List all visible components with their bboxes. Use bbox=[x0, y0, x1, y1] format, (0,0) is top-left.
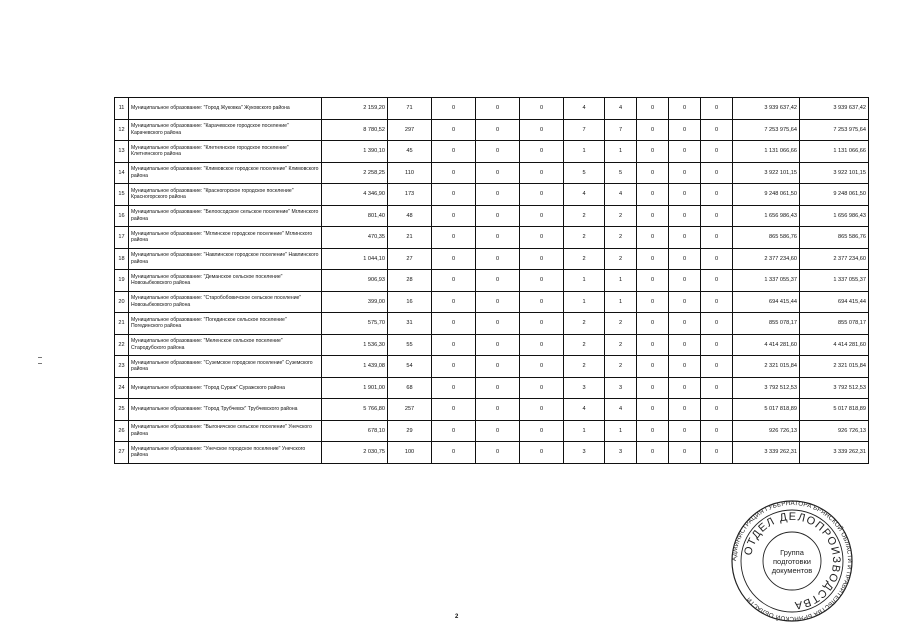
table-row bbox=[115, 356, 869, 378]
area-cell: 470,35 bbox=[322, 227, 388, 249]
area-cell: 575,70 bbox=[322, 313, 388, 335]
sum-cell: 1 656 986,43 bbox=[800, 205, 869, 227]
value-cell: 0 bbox=[432, 313, 476, 335]
municipality-name-cell: Муниципальное образование: "Город Сураж" Суражского района bbox=[129, 377, 322, 399]
row-number-cell: 17 bbox=[115, 227, 129, 249]
table-row bbox=[115, 334, 869, 356]
value-cell: 4 bbox=[605, 184, 637, 206]
value-cell: 0 bbox=[520, 334, 564, 356]
area-cell: 1 390,10 bbox=[322, 141, 388, 163]
municipality-name-cell: Муниципальное образование: "Белоосодское сельское поселение" Мглинского района bbox=[129, 205, 322, 227]
row-number-cell: 21 bbox=[115, 313, 129, 335]
count-cell: 31 bbox=[388, 313, 432, 335]
table-row bbox=[115, 248, 869, 270]
municipality-name-cell: Муниципальное образование: "Навлинское городское поселение" Навлинского района bbox=[129, 248, 322, 270]
value-cell: 1 bbox=[605, 420, 637, 442]
area-cell: 1 901,00 bbox=[322, 377, 388, 399]
row-number-cell: 23 bbox=[115, 356, 129, 378]
sum-cell: 3 939 637,42 bbox=[800, 98, 869, 120]
value-cell: 0 bbox=[476, 184, 520, 206]
value-cell: 0 bbox=[701, 442, 733, 464]
page-number: 2 bbox=[455, 614, 459, 620]
value-cell: 0 bbox=[520, 98, 564, 120]
value-cell: 0 bbox=[637, 227, 669, 249]
value-cell: 0 bbox=[701, 119, 733, 141]
sum-cell: 4 414 281,60 bbox=[733, 334, 800, 356]
value-cell: 0 bbox=[637, 248, 669, 270]
value-cell: 3 bbox=[605, 377, 637, 399]
count-cell: 173 bbox=[388, 184, 432, 206]
value-cell: 0 bbox=[432, 399, 476, 421]
value-cell: 0 bbox=[476, 420, 520, 442]
value-cell: 0 bbox=[701, 377, 733, 399]
sum-cell: 5 017 818,89 bbox=[733, 399, 800, 421]
stamp-center-line: документов bbox=[771, 566, 813, 575]
sum-cell: 7 253 975,64 bbox=[800, 119, 869, 141]
row-number-cell: 19 bbox=[115, 270, 129, 292]
value-cell: 0 bbox=[701, 227, 733, 249]
sum-cell: 9 248 061,50 bbox=[800, 184, 869, 206]
value-cell: 1 bbox=[605, 141, 637, 163]
sum-cell: 3 339 262,31 bbox=[733, 442, 800, 464]
sum-cell: 694 415,44 bbox=[800, 291, 869, 313]
value-cell: 1 bbox=[605, 270, 637, 292]
sum-cell: 1 656 986,43 bbox=[733, 205, 800, 227]
sum-cell: 9 248 061,50 bbox=[733, 184, 800, 206]
value-cell: 0 bbox=[432, 270, 476, 292]
value-cell: 0 bbox=[637, 313, 669, 335]
value-cell: 0 bbox=[637, 141, 669, 163]
value-cell: 2 bbox=[564, 313, 605, 335]
stamp-center-line: подготовки bbox=[773, 557, 811, 566]
value-cell: 2 bbox=[564, 334, 605, 356]
value-cell: 0 bbox=[476, 141, 520, 163]
count-cell: 55 bbox=[388, 334, 432, 356]
municipality-name-cell: Муниципальное образование: "Погединское сельское поселение" Погединского района bbox=[129, 313, 322, 335]
value-cell: 0 bbox=[476, 442, 520, 464]
sum-cell: 865 586,76 bbox=[733, 227, 800, 249]
value-cell: 0 bbox=[669, 119, 701, 141]
sum-cell: 3 922 101,15 bbox=[800, 162, 869, 184]
value-cell: 0 bbox=[520, 141, 564, 163]
value-cell: 0 bbox=[701, 270, 733, 292]
value-cell: 5 bbox=[605, 162, 637, 184]
count-cell: 45 bbox=[388, 141, 432, 163]
value-cell: 0 bbox=[432, 377, 476, 399]
sum-cell: 855 078,17 bbox=[733, 313, 800, 335]
value-cell: 0 bbox=[520, 377, 564, 399]
value-cell: 0 bbox=[669, 270, 701, 292]
value-cell: 0 bbox=[520, 162, 564, 184]
sum-cell: 694 415,44 bbox=[733, 291, 800, 313]
value-cell: 0 bbox=[476, 356, 520, 378]
row-number-cell: 11 bbox=[115, 98, 129, 120]
value-cell: 0 bbox=[476, 119, 520, 141]
table-body bbox=[115, 98, 869, 464]
count-cell: 28 bbox=[388, 270, 432, 292]
table-row bbox=[115, 162, 869, 184]
area-cell: 399,00 bbox=[322, 291, 388, 313]
table-row bbox=[115, 420, 869, 442]
value-cell: 0 bbox=[669, 442, 701, 464]
value-cell: 2 bbox=[605, 356, 637, 378]
value-cell: 0 bbox=[701, 162, 733, 184]
value-cell: 0 bbox=[520, 184, 564, 206]
value-cell: 0 bbox=[520, 119, 564, 141]
count-cell: 29 bbox=[388, 420, 432, 442]
municipality-name-cell: Муниципальное образование: "Мглинское городское поселение" Мглинского района bbox=[129, 227, 322, 249]
value-cell: 0 bbox=[432, 334, 476, 356]
value-cell: 0 bbox=[637, 291, 669, 313]
margin-mark bbox=[38, 363, 42, 364]
table-row bbox=[115, 227, 869, 249]
value-cell: 0 bbox=[669, 334, 701, 356]
value-cell: 0 bbox=[476, 399, 520, 421]
value-cell: 2 bbox=[564, 227, 605, 249]
sum-cell: 3 339 262,31 bbox=[800, 442, 869, 464]
value-cell: 3 bbox=[605, 442, 637, 464]
table-row bbox=[115, 98, 869, 120]
value-cell: 2 bbox=[605, 248, 637, 270]
municipality-name-cell: Муниципальное образование: "Карачевское городское поселение" Карачевского района bbox=[129, 119, 322, 141]
value-cell: 0 bbox=[637, 420, 669, 442]
sum-cell: 926 726,13 bbox=[733, 420, 800, 442]
value-cell: 0 bbox=[520, 227, 564, 249]
value-cell: 5 bbox=[564, 162, 605, 184]
sum-cell: 3 792 512,53 bbox=[800, 377, 869, 399]
municipality-name-cell: Муниципальное образование: "Унечское городское поселение" Унечского района bbox=[129, 442, 322, 464]
value-cell: 0 bbox=[520, 420, 564, 442]
sum-cell: 5 017 818,89 bbox=[800, 399, 869, 421]
table-row bbox=[115, 377, 869, 399]
value-cell: 0 bbox=[669, 205, 701, 227]
row-number-cell: 24 bbox=[115, 377, 129, 399]
area-cell: 678,10 bbox=[322, 420, 388, 442]
value-cell: 0 bbox=[432, 291, 476, 313]
area-cell: 2 030,75 bbox=[322, 442, 388, 464]
value-cell: 0 bbox=[701, 291, 733, 313]
value-cell: 2 bbox=[564, 248, 605, 270]
value-cell: 0 bbox=[476, 227, 520, 249]
count-cell: 71 bbox=[388, 98, 432, 120]
value-cell: 1 bbox=[564, 270, 605, 292]
table-row bbox=[115, 399, 869, 421]
table-row bbox=[115, 141, 869, 163]
value-cell: 0 bbox=[520, 442, 564, 464]
value-cell: 0 bbox=[637, 205, 669, 227]
municipality-name-cell: Муниципальное образование: "Меленское сельское поселение" Стародубского района bbox=[129, 334, 322, 356]
area-cell: 5 766,80 bbox=[322, 399, 388, 421]
municipality-name-cell: Муниципальное образование: "Климовское городское поселение" Климовского района bbox=[129, 162, 322, 184]
value-cell: 4 bbox=[564, 98, 605, 120]
count-cell: 68 bbox=[388, 377, 432, 399]
row-number-cell: 12 bbox=[115, 119, 129, 141]
value-cell: 0 bbox=[476, 270, 520, 292]
value-cell: 0 bbox=[669, 227, 701, 249]
official-stamp bbox=[722, 500, 862, 622]
data-table bbox=[114, 97, 869, 464]
municipality-name-cell: Муниципальное образование: "Красногорское городское поселение" Красногорского района bbox=[129, 184, 322, 206]
value-cell: 0 bbox=[432, 248, 476, 270]
count-cell: 257 bbox=[388, 399, 432, 421]
count-cell: 100 bbox=[388, 442, 432, 464]
area-cell: 1 044,10 bbox=[322, 248, 388, 270]
row-number-cell: 14 bbox=[115, 162, 129, 184]
count-cell: 27 bbox=[388, 248, 432, 270]
value-cell: 0 bbox=[637, 162, 669, 184]
municipality-name-cell: Муниципальное образование: "Город Трубчевск" Трубчевского района bbox=[129, 399, 322, 421]
municipality-name-cell: Муниципальное образование: "Деманское сельское поселение" Новозыбковского района bbox=[129, 270, 322, 292]
value-cell: 0 bbox=[637, 377, 669, 399]
row-number-cell: 25 bbox=[115, 399, 129, 421]
row-number-cell: 26 bbox=[115, 420, 129, 442]
area-cell: 4 346,90 bbox=[322, 184, 388, 206]
sum-cell: 3 939 637,42 bbox=[733, 98, 800, 120]
value-cell: 3 bbox=[564, 442, 605, 464]
value-cell: 0 bbox=[520, 291, 564, 313]
row-number-cell: 18 bbox=[115, 248, 129, 270]
area-cell: 1 439,08 bbox=[322, 356, 388, 378]
table-row bbox=[115, 270, 869, 292]
value-cell: 0 bbox=[520, 248, 564, 270]
value-cell: 0 bbox=[637, 184, 669, 206]
value-cell: 0 bbox=[432, 141, 476, 163]
value-cell: 0 bbox=[669, 184, 701, 206]
row-number-cell: 16 bbox=[115, 205, 129, 227]
value-cell: 0 bbox=[520, 399, 564, 421]
sum-cell: 2 377 234,60 bbox=[800, 248, 869, 270]
value-cell: 0 bbox=[701, 141, 733, 163]
sum-cell: 2 321 015,84 bbox=[733, 356, 800, 378]
value-cell: 4 bbox=[605, 399, 637, 421]
value-cell: 4 bbox=[564, 184, 605, 206]
sum-cell: 1 131 066,66 bbox=[800, 141, 869, 163]
table-row bbox=[115, 184, 869, 206]
row-number-cell: 13 bbox=[115, 141, 129, 163]
table-row bbox=[115, 119, 869, 141]
count-cell: 110 bbox=[388, 162, 432, 184]
sum-cell: 865 586,76 bbox=[800, 227, 869, 249]
sum-cell: 1 337 055,37 bbox=[800, 270, 869, 292]
municipality-name-cell: Муниципальное образование: "Суземское городское поселение" Суземского района bbox=[129, 356, 322, 378]
area-cell: 906,93 bbox=[322, 270, 388, 292]
value-cell: 0 bbox=[432, 162, 476, 184]
value-cell: 2 bbox=[605, 205, 637, 227]
table-row bbox=[115, 442, 869, 464]
value-cell: 0 bbox=[637, 442, 669, 464]
value-cell: 0 bbox=[476, 291, 520, 313]
value-cell: 2 bbox=[605, 334, 637, 356]
value-cell: 0 bbox=[432, 98, 476, 120]
value-cell: 0 bbox=[637, 270, 669, 292]
value-cell: 0 bbox=[701, 205, 733, 227]
value-cell: 0 bbox=[701, 184, 733, 206]
value-cell: 1 bbox=[564, 141, 605, 163]
value-cell: 0 bbox=[669, 98, 701, 120]
value-cell: 0 bbox=[701, 356, 733, 378]
value-cell: 7 bbox=[564, 119, 605, 141]
value-cell: 0 bbox=[669, 313, 701, 335]
sum-cell: 2 321 015,84 bbox=[800, 356, 869, 378]
value-cell: 0 bbox=[520, 270, 564, 292]
municipality-name-cell: Муниципальное образование: "Выгоничское сельское поселение" Унечского района bbox=[129, 420, 322, 442]
value-cell: 0 bbox=[520, 356, 564, 378]
value-cell: 2 bbox=[605, 227, 637, 249]
value-cell: 0 bbox=[669, 420, 701, 442]
value-cell: 0 bbox=[432, 205, 476, 227]
value-cell: 0 bbox=[637, 98, 669, 120]
area-cell: 1 536,30 bbox=[322, 334, 388, 356]
value-cell: 0 bbox=[476, 313, 520, 335]
value-cell: 0 bbox=[476, 334, 520, 356]
value-cell: 0 bbox=[637, 399, 669, 421]
area-cell: 8 780,52 bbox=[322, 119, 388, 141]
sum-cell: 926 726,13 bbox=[800, 420, 869, 442]
municipality-name-cell: Муниципальное образование: "Город Жуковка" Жуковского района bbox=[129, 98, 322, 120]
value-cell: 0 bbox=[669, 248, 701, 270]
sum-cell: 7 253 975,64 bbox=[733, 119, 800, 141]
value-cell: 0 bbox=[701, 98, 733, 120]
sum-cell: 1 337 055,37 bbox=[733, 270, 800, 292]
value-cell: 0 bbox=[476, 205, 520, 227]
value-cell: 1 bbox=[564, 420, 605, 442]
margin-mark bbox=[38, 357, 42, 358]
municipality-name-cell: Муниципальное образование: "Старобобовичское сельское поселение" Новозыбковского района bbox=[129, 291, 322, 313]
value-cell: 0 bbox=[476, 162, 520, 184]
value-cell: 0 bbox=[432, 356, 476, 378]
value-cell: 0 bbox=[701, 399, 733, 421]
value-cell: 0 bbox=[520, 205, 564, 227]
value-cell: 0 bbox=[669, 377, 701, 399]
count-cell: 21 bbox=[388, 227, 432, 249]
area-cell: 2 258,25 bbox=[322, 162, 388, 184]
value-cell: 4 bbox=[564, 399, 605, 421]
count-cell: 297 bbox=[388, 119, 432, 141]
value-cell: 0 bbox=[637, 334, 669, 356]
area-cell: 801,40 bbox=[322, 205, 388, 227]
value-cell: 0 bbox=[669, 141, 701, 163]
sum-cell: 2 377 234,60 bbox=[733, 248, 800, 270]
count-cell: 48 bbox=[388, 205, 432, 227]
value-cell: 0 bbox=[701, 334, 733, 356]
row-number-cell: 20 bbox=[115, 291, 129, 313]
value-cell: 2 bbox=[605, 313, 637, 335]
stamp-outer-text: АДМИНИСТРАЦИЯ ГУБЕРНАТОРА БРЯНСКОЙ ОБЛАСТИ И ПРАВИТЕЛЬСТВА БРЯНСКОЙ ОБЛАСТИ bbox=[730, 500, 854, 622]
value-cell: 7 bbox=[605, 119, 637, 141]
value-cell: 0 bbox=[432, 184, 476, 206]
value-cell: 0 bbox=[669, 399, 701, 421]
value-cell: 0 bbox=[432, 227, 476, 249]
stamp-center-line: Группа bbox=[780, 548, 804, 557]
count-cell: 16 bbox=[388, 291, 432, 313]
table-row bbox=[115, 291, 869, 313]
value-cell: 3 bbox=[564, 377, 605, 399]
table-row bbox=[115, 313, 869, 335]
value-cell: 4 bbox=[605, 98, 637, 120]
value-cell: 0 bbox=[701, 313, 733, 335]
value-cell: 0 bbox=[476, 98, 520, 120]
sum-cell: 4 414 281,60 bbox=[800, 334, 869, 356]
value-cell: 0 bbox=[520, 313, 564, 335]
municipality-name-cell: Муниципальное образование: "Клетнянское городское поселение" Клетнянского района bbox=[129, 141, 322, 163]
value-cell: 0 bbox=[476, 248, 520, 270]
value-cell: 0 bbox=[432, 442, 476, 464]
value-cell: 0 bbox=[669, 162, 701, 184]
value-cell: 0 bbox=[432, 119, 476, 141]
sum-cell: 3 792 512,53 bbox=[733, 377, 800, 399]
value-cell: 0 bbox=[476, 377, 520, 399]
sum-cell: 3 922 101,15 bbox=[733, 162, 800, 184]
area-cell: 2 159,20 bbox=[322, 98, 388, 120]
stamp-arc-text: ОТДЕЛ ДЕЛОПРОИЗВОДСТВА bbox=[742, 510, 843, 612]
value-cell: 2 bbox=[564, 205, 605, 227]
row-number-cell: 27 bbox=[115, 442, 129, 464]
count-cell: 54 bbox=[388, 356, 432, 378]
row-number-cell: 15 bbox=[115, 184, 129, 206]
value-cell: 0 bbox=[701, 248, 733, 270]
value-cell: 0 bbox=[701, 420, 733, 442]
value-cell: 0 bbox=[432, 420, 476, 442]
value-cell: 0 bbox=[669, 356, 701, 378]
value-cell: 0 bbox=[637, 356, 669, 378]
value-cell: 1 bbox=[605, 291, 637, 313]
value-cell: 0 bbox=[637, 119, 669, 141]
row-number-cell: 22 bbox=[115, 334, 129, 356]
value-cell: 0 bbox=[669, 291, 701, 313]
sum-cell: 855 078,17 bbox=[800, 313, 869, 335]
sum-cell: 1 131 066,66 bbox=[733, 141, 800, 163]
value-cell: 1 bbox=[564, 291, 605, 313]
table-row bbox=[115, 205, 869, 227]
value-cell: 2 bbox=[564, 356, 605, 378]
